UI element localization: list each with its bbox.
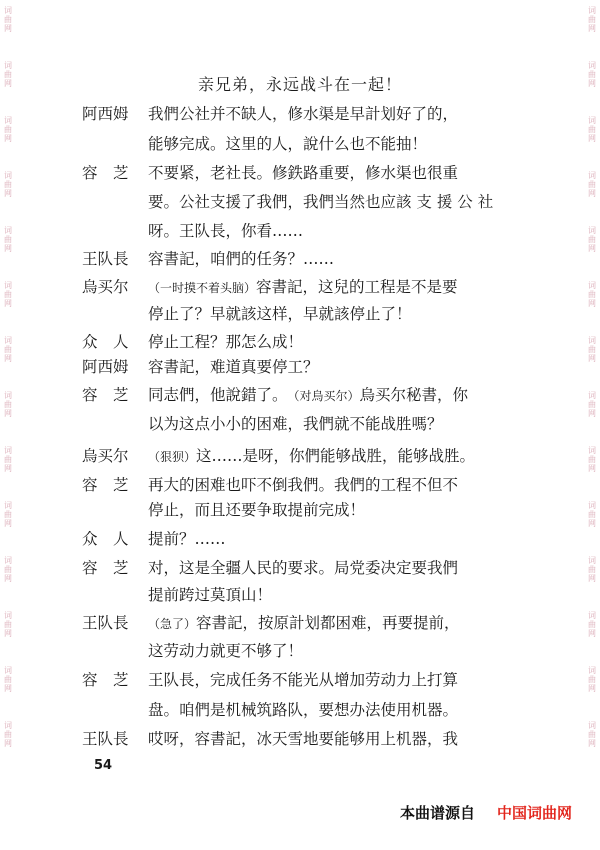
source-footer xyxy=(400,802,572,823)
dialogue-text: 这劳动力就更不够了！ xyxy=(148,642,304,660)
dialogue-text: 能够完成。这里的人，說什么也不能抽！ xyxy=(148,135,428,153)
dialogue-text: 呀。王队長，你看…… xyxy=(148,222,304,240)
dialogue-text: 容書記，按原計划都困难，再要提前， xyxy=(196,614,460,632)
speaker-name: 王队長 xyxy=(82,614,129,632)
watermark-text: 词 曲 网 xyxy=(4,611,12,638)
speaker-name: 王队長 xyxy=(82,730,129,748)
dialogue-text: 提前？…… xyxy=(148,530,226,548)
dialogue-text: 提前跨过莫頂山！ xyxy=(148,586,273,604)
page-number: 54 xyxy=(94,758,113,773)
watermark-text: 词 曲 网 xyxy=(4,336,12,363)
watermark-text: 词 曲 网 xyxy=(4,556,12,583)
dialogue-text: 再大的困难也吓不倒我們。我們的工程不但不 xyxy=(148,476,459,494)
speaker-name: 容 芝 xyxy=(82,164,129,182)
watermark-text: 词 曲 网 xyxy=(4,61,12,88)
dialogue-line xyxy=(82,670,522,690)
dialogue-line xyxy=(82,192,522,212)
dialogue-line xyxy=(82,529,522,549)
speaker-name: 烏买尔 xyxy=(82,278,129,296)
dialogue-text: 停止，而且还要争取提前完成！ xyxy=(148,501,366,519)
speaker-name: 阿西姆 xyxy=(82,358,129,376)
speaker-name: 众 人 xyxy=(82,333,129,351)
dialogue-line xyxy=(82,446,522,467)
watermark-right xyxy=(586,0,598,770)
stage-direction: （狠狈） xyxy=(148,450,197,464)
watermark-text: 词 曲 网 xyxy=(4,666,12,693)
speaker-name: 容 芝 xyxy=(82,671,129,689)
dialogue-text: 停止了？早就該这样，早就該停止了！ xyxy=(148,305,412,323)
dialogue-text: 不要紧，老社長。修鉄路重要，修水渠也很重 xyxy=(148,164,459,182)
stage-direction: （对烏买尔） xyxy=(287,389,360,403)
dialogue-text: 以为这点小小的困难，我們就不能战胜嗎？ xyxy=(148,415,443,433)
source-prefix: 本曲谱源自 xyxy=(399,804,475,822)
dialogue-text: 同志們，他說錯了。 xyxy=(148,386,288,404)
dialogue-line xyxy=(82,414,522,434)
speaker-name: 容 芝 xyxy=(82,476,129,494)
dialogue-text: 我們公社并不缺人，修水渠是早計划好了的， xyxy=(148,105,459,123)
watermark-text: 词 曲 网 xyxy=(4,721,12,748)
dialogue-text: 王队長，完成任务不能光从增加劳动力上打算 xyxy=(148,671,459,689)
watermark-text: 词 曲 网 xyxy=(588,556,596,583)
brand-link[interactable]: 中国词曲网 xyxy=(496,804,572,822)
dialogue-line xyxy=(82,134,522,154)
watermark-text: 词 曲 网 xyxy=(4,171,12,198)
watermark-text: 词 曲 网 xyxy=(588,391,596,418)
speaker-name: 王队長 xyxy=(82,250,129,268)
watermark-text: 词 曲 网 xyxy=(588,666,596,693)
dialogue-text: 容書記，咱們的任务？…… xyxy=(148,250,335,268)
dialogue-line xyxy=(82,249,522,269)
watermark-text: 词 曲 网 xyxy=(588,611,596,638)
dialogue-text: 要。公社支援了我們，我們当然也应該 支 援 公 社 xyxy=(148,193,494,211)
dialogue-line xyxy=(82,641,522,661)
speaker-name: 容 芝 xyxy=(82,386,129,404)
stage-direction: （一时摸不着头脑） xyxy=(148,281,257,295)
watermark-text: 词 曲 网 xyxy=(4,391,12,418)
speaker-name: 容 芝 xyxy=(82,559,129,577)
dialogue-text: 这……是呀，你們能够战胜，能够战胜。 xyxy=(196,447,476,465)
watermark-text: 词 曲 网 xyxy=(588,6,596,33)
watermark-text: 词 曲 网 xyxy=(588,171,596,198)
dialogue-line xyxy=(82,729,522,749)
dialogue-line xyxy=(82,585,522,605)
watermark-text: 词 曲 网 xyxy=(4,116,12,143)
watermark-text: 词 曲 网 xyxy=(588,226,596,253)
watermark-text: 词 曲 网 xyxy=(588,116,596,143)
dialogue-text: 烏买尔秘書，你 xyxy=(359,386,469,404)
speaker-name: 众 人 xyxy=(82,530,129,548)
dialogue-text: 停止工程？那怎么成！ xyxy=(148,333,304,351)
dialogue-line xyxy=(82,304,522,324)
dialogue-line xyxy=(82,700,522,720)
watermark-left xyxy=(2,0,14,770)
watermark-text: 词 曲 网 xyxy=(4,501,12,528)
stage-direction: （急了） xyxy=(148,617,197,631)
dialogue-line xyxy=(82,385,522,406)
dialogue-line xyxy=(82,475,522,495)
dialogue-line xyxy=(82,104,522,124)
watermark-text: 词 曲 网 xyxy=(4,446,12,473)
watermark-text: 词 曲 网 xyxy=(588,61,596,88)
dialogue-line xyxy=(82,613,522,634)
dialogue-text: 对，这是全疆人民的要求。局党委决定要我們 xyxy=(148,559,459,577)
dialogue-line xyxy=(82,221,522,241)
watermark-text: 词 曲 网 xyxy=(588,446,596,473)
watermark-text: 词 曲 网 xyxy=(588,336,596,363)
watermark-text: 词 曲 网 xyxy=(588,281,596,308)
dialogue-line xyxy=(82,163,522,183)
dialogue-text: 盘。咱們是机械筑路队，要想办法使用机器。 xyxy=(148,701,459,719)
dialogue-text: 容書記，难道真要停工？ xyxy=(148,358,319,376)
dialogue-text: 哎呀，容書記，冰天雪地要能够用上机器，我 xyxy=(148,730,459,748)
page-headline: 亲兄弟，永远战斗在一起！ xyxy=(197,75,402,94)
dialogue-line xyxy=(82,332,522,352)
watermark-text: 词 曲 网 xyxy=(588,501,596,528)
dialogue-line xyxy=(82,558,522,578)
dialogue-line xyxy=(82,357,522,377)
dialogue-line xyxy=(82,277,522,298)
dialogue-line xyxy=(82,500,522,520)
speaker-name: 烏买尔 xyxy=(82,447,129,465)
watermark-text: 词 曲 网 xyxy=(588,721,596,748)
watermark-text: 词 曲 网 xyxy=(4,226,12,253)
watermark-text: 词 曲 网 xyxy=(4,6,12,33)
watermark-text: 词 曲 网 xyxy=(4,281,12,308)
speaker-name: 阿西姆 xyxy=(82,105,129,123)
dialogue-text: 容書記，这兒的工程是不是要 xyxy=(256,278,458,296)
